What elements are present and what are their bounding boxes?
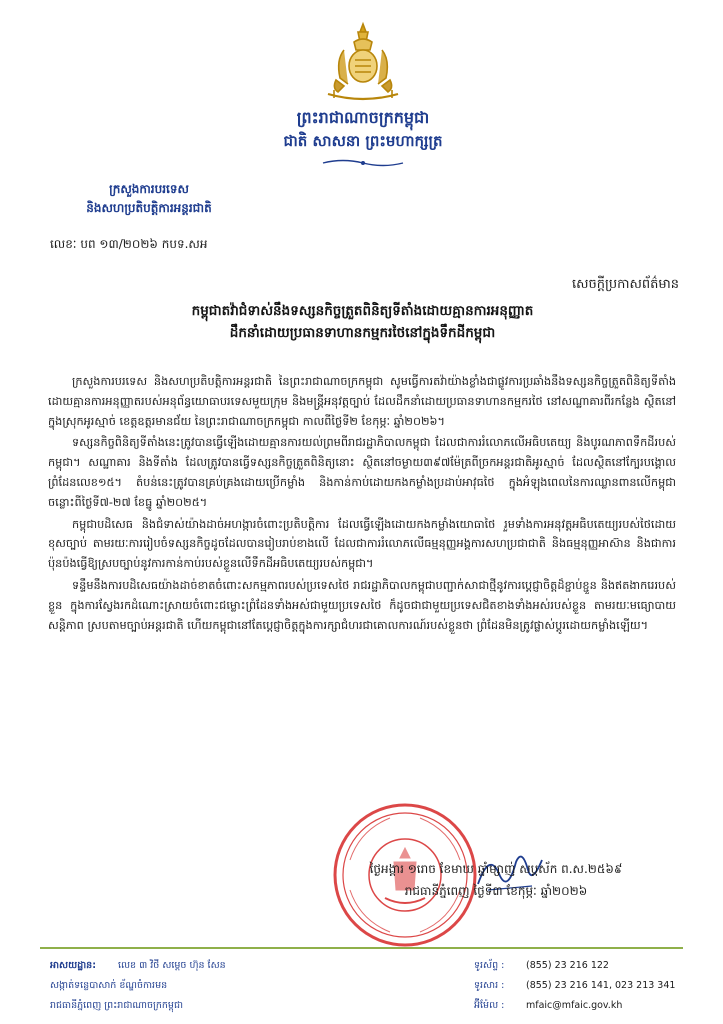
footer-address [50,956,430,1016]
kingdom-motto [228,106,498,152]
lunar-date: ថ្ងៃអង្គារ ១រោច ខែមាឃ ឆ្នាំម្សាញ់ សប្តស័ក ព.ស.២៥៦៩ [369,862,623,876]
email-label: អ៊ីម៉ែល : [474,1000,505,1011]
solar-date: រាជធានីភ្នំពេញ ថ្ងៃទី៣ ខែកុម្ភៈ ឆ្នាំ២០២៦ [404,884,588,898]
paragraph-4: ទន្ទឹមនឹងការបដិសេធយ៉ាងដាច់ខាតចំពោះសកម្មភាពរបស់ប្រទេសថៃ រាជរដ្ឋាភិបាលកម្ពុជាបញ្ជាក់សាជាថ្មីនូវការប្តេជ្ញាចិត្តដ៏ខ្ជាប់ខ្ជួន និងឥតងាករេរបស់ខ្លួន ក្នុងការស្វែងរកដំណោះស្រាយចំពោះជម្លោះព្រំដែនទាំងអស់ជាមួយប្រទេសថៃ ក៏ដូចជាជាមួយប្រទេសជិតខាងទាំងអស់របស់ខ្លួន តាមរយៈមធ្យោបាយសន្តិភាព ស្របតាមច្បាប់អន្តរជាតិ ហើយកម្ពុជានៅតែប្តេជ្ញាចិត្តក្នុងការក្សាជំហរជាគោលការណ៍របស់ខ្លួនថា ព្រំដែនមិនត្រូវផ្លាស់ប្តូរដោយកម្លាំងឡើយ។ [48,578,676,632]
ornament-divider-icon [318,158,408,168]
headline [70,300,655,344]
national-motto: ជាតិ សាសនា ព្រះមហាក្សត្រ [283,132,443,150]
document-type-label: សេចក្តីប្រកាសព័ត៌មាន [571,277,679,292]
headline-line-2: ដឹកនាំដោយប្រធានទាហានកម្មករថៃនៅក្នុងទឹកដីកម្ពុជា [229,325,496,341]
email-link[interactable]: mfaic@mfaic.gov.kh [526,1000,623,1011]
headline-line-1: កម្ពុជាតវ៉ាជំទាស់នឹងទស្សនកិច្ចត្រួតពិនិត្យទីតាំងដោយគ្មានការអនុញ្ញាត [191,303,534,319]
address-line-3: រាជធានីភ្នំពេញ ព្រះរាជាណាចក្រកម្ពុជា [50,1000,183,1011]
footer-contacts [474,956,714,1016]
phone-label: ទូរស័ព្ទ : [474,960,505,971]
fax-value: (855) 23 216 141, 023 213 341 [526,980,676,991]
phone-value: (855) 23 216 122 [526,960,609,971]
address-line-2: សង្កាត់ទន្លេបាសាក់ ខ័ណ្ឌចំការមន [50,980,168,991]
body-text [48,372,676,637]
paragraph-3: កម្ពុជាបដិសេធ និងជំទាស់យ៉ាងដាច់អហង្ការចំពោះប្រតិបត្តិការ ដែលធ្វើឡើងដោយកងកម្លាំងយោធាថៃ រួមទាំងការអនុវត្តអធិបតេយ្យរបស់ថៃដោយខុសច្បាប់ តាមរយៈការរៀបចំទស្សនកិច្ចដូចដែលបានរៀបរាប់ខាងលើ ដែលជាការរំលោភលើធម្មនុញ្ញអង្គការសហប្រជាជាតិ និងធម្មនុញ្ញអាស៊ាន និងជាការប៉ុនប៉ងធ្វើឱ្យស្របច្បាប់នូវការកាន់កាប់របស់ខ្លួនលើទឹកដីអធិបតេយ្យរបស់កម្ពុជា។ [48,517,676,571]
ministry-line-1: ក្រសួងការបរទេស [109,182,189,196]
ministry-line-2: និងសហប្រតិបត្តិការអន្តរជាតិ [86,201,212,215]
date-block [306,858,686,902]
paragraph-1: ក្រសួងការបរទេស និងសហប្រតិបត្តិការអន្តរជាតិ នៃព្រះរាជាណាចក្រកម្ពុជា សូមធ្វើការតវ៉ាយ៉ាងខ្លាំងជាផ្លូវការប្រឆាំងនឹងទស្សនកិច្ចត្រួតពិនិត្យទីតាំងដោយគ្មានការអនុញ្ញាតរបស់អនុព័ន្ធយោធាបរទេសមួយក្រុម និងមន្ត្រីអនុវត្តច្បាប់ ដែលដឹកនាំដោយប្រធានទាហានកម្មករថៃ នៅសណ្ឋាគារពីរកន្លែង ស្ថិតនៅក្នុងស្រុកអូរស្មាច់ ខេត្តឧត្តរមានជ័យ នៃព្រះរាជាណាចក្រកម្ពុជា កាលពីថ្ងៃទី២ ខែកុម្ភៈ ឆ្នាំ២០២៦។ [48,375,676,428]
fax-label: ទូរសារ : [474,980,505,991]
footer-divider [40,947,683,949]
royal-emblem-icon [314,20,412,102]
ministry-name [44,180,254,218]
reference-number: លេខៈ បព ១៣/២០២៦ កបទ.សអ [50,237,208,251]
paragraph-2: ទស្សនកិច្ចពិនិត្យទីតាំងនេះត្រូវបានធ្វើឡើងដោយគ្មានការយល់ព្រមពីរាជរដ្ឋាភិបាលកម្ពុជា ដែលជាការរំលោភលើអធិបតេយ្យ និងបូរណភាពទឹកដីរបស់កម្ពុជា។ សណ្ឋាគារ និងទីតាំង ដែលត្រូវបានធ្វើទស្សនកិច្ចត្រួតពិនិត្យនោះ ស្ថិតនៅចម្ងាយ៣៩៧ម៉ែត្រពីច្រកអន្តរជាតិអូរស្មាច់ ដែលស្ថិតនៅក្បែរបង្គោលព្រំដែនលេខ១៥។ តំបន់នេះត្រូវបានគ្រប់គ្រងដោយប្រើកម្លាំង និងកាន់កាប់ដោយកងកម្លាំងប្រដាប់អាវុធថៃ ក្នុងអំឡុងពេលនៃការឈ្លានពានលើកម្ពុជា ចន្លោះពីថ្ងៃទី៧-២៧ ខែធ្នូ ឆ្នាំ២០២៥។ [48,436,676,509]
address-line-1: លេខ ៣ វិថី សម្តេច ហ៊ុន សែន [118,960,226,971]
address-label: អាសយដ្ឋាន: [50,960,97,971]
kingdom-name: ព្រះរាជាណាចក្រកម្ពុជា [296,108,430,127]
